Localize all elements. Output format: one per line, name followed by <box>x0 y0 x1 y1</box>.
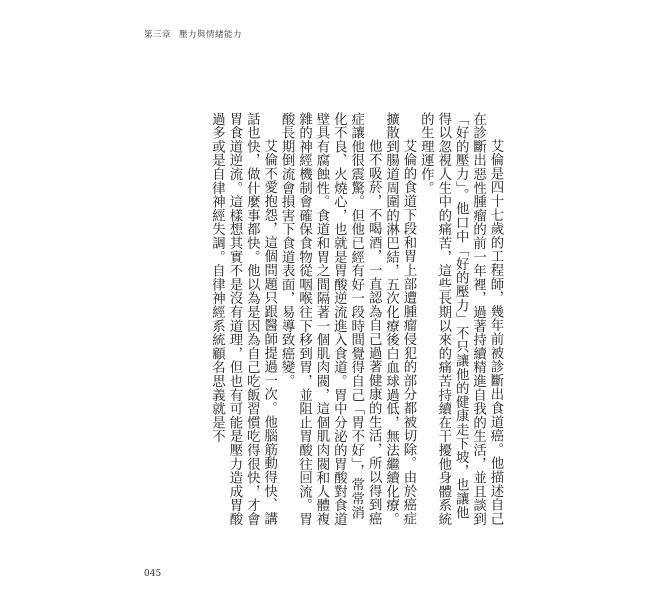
running-header <box>144 28 242 40</box>
chapter-label: 第三章 <box>144 30 172 40</box>
paragraph: 他不吸菸，不喝酒，一直認為自己過著健康的生活，所以得到癌症讓他很震驚。但他已經有好一段時間覺得自己「胃不好」，常常消化不良、火燒心，也就是胃酸逆流進入食道。胃中分泌的胃酸對食道壁具有腐蝕性。食道和胃之間隔著一個肌肉閥，這個肌肉閥和人體複雜的神經機制會確保食物從咽喉往下移到胃，並阻止胃酸往回流。胃酸長期倒流會損害下食道表面，易導致癌變。 <box>279 112 382 526</box>
vertical-body-text <box>208 112 504 532</box>
section-title: 壓力與情緒能力 <box>179 30 243 40</box>
page-number: 045 <box>144 569 162 579</box>
paragraph: 艾倫不愛抱怨，這個問題只跟醫師提過一次。他腦筋動得快、講話也快，做什麼事都快。他以為是因為自己吃飯習慣吃得很快，才會胃食道逆流。這樣想其實不是沒有道理，但也有可能是壓力造成胃酸過多或是自律神經失調。自律神經系統顧名思義就是不 <box>209 112 277 526</box>
paragraph: 艾倫的食道下段和胃上部遭腫瘤侵犯的部分都被切除。由於癌症擴散到腸道周圍的淋巴結，五次化療後白血球過低，無法繼續化療。 <box>383 112 416 526</box>
paragraph: 艾倫是四十七歲的工程師，幾年前被診斷出食道癌。他描述自己在診斷出惡性腫瘤的前一年裡，過著持續精進自我的生活，並且談到「好的壓力」。他口中「好的壓力」不只讓他的健康走下坡，也讓他得以忽視人生中的痛苦，這些長期以來的痛苦持續在干擾他身體系統的生理運作。 <box>418 112 503 526</box>
